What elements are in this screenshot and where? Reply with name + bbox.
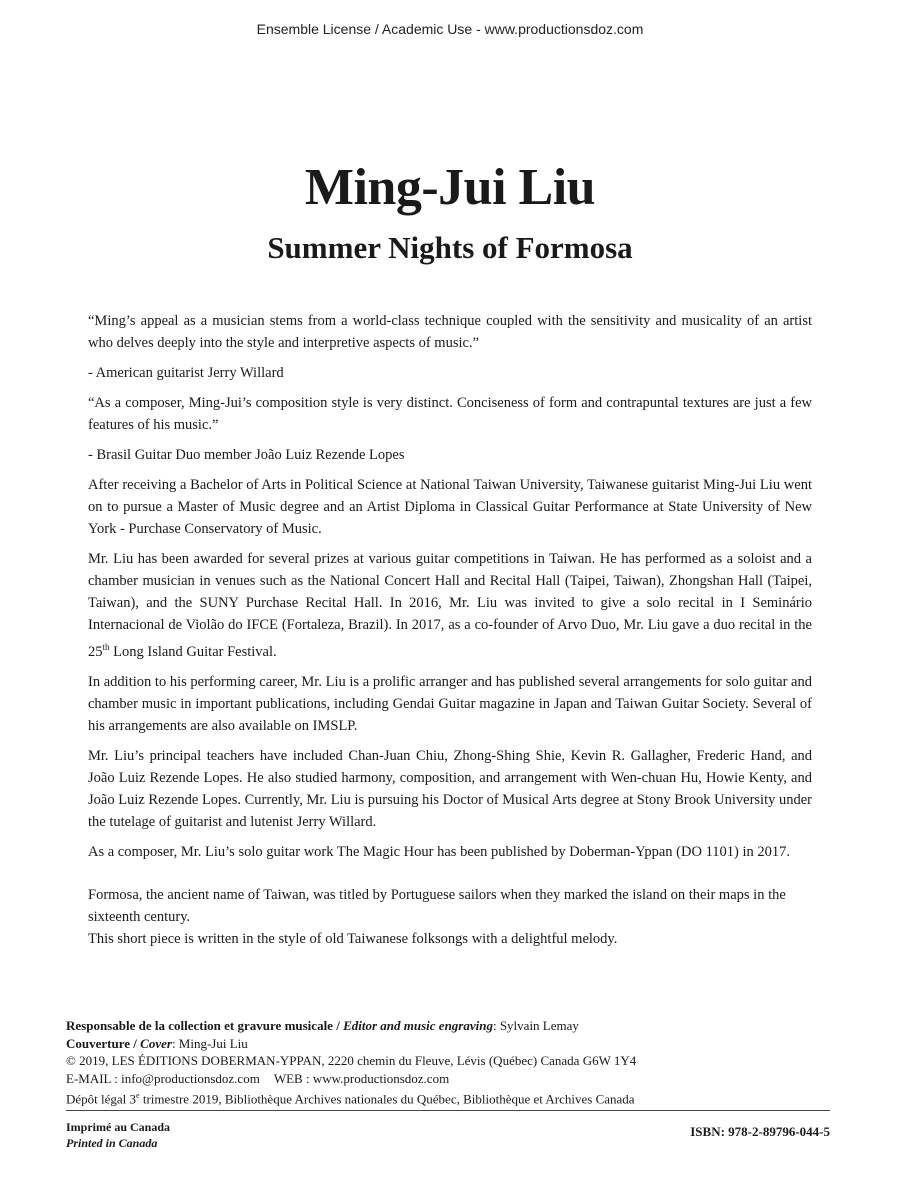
copyright-line: © 2019, LES ÉDITIONS DOBERMAN-YPPAN, 2220 chemin du Fleuve, Lévis (Québec) Canada G6W 1Y4 — [66, 1053, 637, 1068]
quote-willard-attribution: - American guitarist Jerry Willard — [88, 365, 284, 381]
piece-title: Summer Nights of Formosa — [267, 230, 633, 265]
editor-separator: / — [332, 1018, 344, 1033]
bio-paragraph-education: After receiving a Bachelor of Arts in Political Science at National Taiwan University, Taiwanese guitarist Ming-Jui Liu went on to pursue a Master of Music degree and an Artist Diploma in Classical Guitar Performance at State University of New York - Purchase Conservatory of Music. — [88, 477, 812, 537]
printed-in — [66, 1119, 170, 1151]
cover-credit — [66, 1035, 836, 1053]
editor-label-fr: Responsable de la collection et gravure musicale — [66, 1018, 333, 1033]
quote-lopes: “As a composer, Ming-Jui’s composition style is very distinct. Conciseness of form and contrapuntal textures are just a few features of his music.” — [88, 395, 812, 433]
piece-description — [88, 884, 812, 950]
cover-separator: / — [130, 1035, 141, 1051]
editor-label-en: Editor and music engraving — [343, 1018, 493, 1033]
composer-name: Ming-Jui Liu — [304, 159, 596, 216]
cover-label-en: Cover — [140, 1035, 172, 1051]
bio-paragraph-performance — [88, 548, 812, 663]
piece-description-history: Formosa, the ancient name of Taiwan, was titled by Portuguese sailors when they marked the island on their maps in the sixteenth century. — [88, 887, 786, 925]
printed-in-fr: Imprimé au Canada — [66, 1120, 171, 1134]
cover-name: : Ming-Jui Liu — [171, 1035, 248, 1051]
ordinal-suffix: th — [102, 642, 110, 652]
email-text: E-MAIL : info@productionsdoz.com — [66, 1070, 260, 1086]
quote-willard: “Ming’s appeal as a musician stems from a world-class technique coupled with the sensitivity and musicality of an artist who delves deeply into the style and interpretive aspects of music.” — [88, 313, 812, 351]
printed-in-en: Printed in Canada — [66, 1136, 158, 1150]
biography — [88, 310, 812, 871]
footer-divider — [66, 1110, 830, 1111]
legal-deposit-text: Dépôt légal 3 — [66, 1091, 137, 1107]
bio-performance-text-end: Long Island Guitar Festival. — [109, 643, 277, 660]
isbn: ISBN: 978-2-89796-044-5 — [690, 1124, 830, 1139]
license-header: Ensemble License / Academic Use - www.productionsdoz.com — [256, 21, 644, 37]
cover-label-fr: Couverture — [66, 1035, 131, 1051]
web-text: WEB : www.productionsdoz.com — [273, 1070, 450, 1086]
contact-line — [66, 1070, 836, 1088]
editor-credit — [66, 1017, 836, 1035]
bio-paragraph-arrangements: In addition to his performing career, Mr. Liu is a prolific arranger and has published several arrangements for solo guitar and chamber music in important publications, including Gendai Guitar magazine in Japan and Taiwan Guitar Society. Several of his arrangements are also available on IMSLP. — [88, 673, 812, 734]
piece-description-style: This short piece is written in the style of old Taiwanese folksongs with a delightful melody. — [88, 931, 618, 947]
quote-lopes-attribution: - Brasil Guitar Duo member João Luiz Rezende Lopes — [88, 447, 405, 463]
legal-ordinal-suffix: e — [136, 1091, 140, 1100]
bio-paragraph-composer: As a composer, Mr. Liu’s solo guitar work The Magic Hour has been published by Doberman-Yppan (DO 1101) in 2017. — [88, 843, 791, 860]
bio-paragraph-teachers: Mr. Liu’s principal teachers have included Chan-Juan Chiu, Zhong-Shing Shie, Kevin R. Gallagher, Frederic Hand, and João Luiz Rezende Lopes. He also studied harmony, composition, and arrangement with Wen-chuan Hu, Howie Kenty, and João Luiz Rezende Lopes. Currently, Mr. Liu is pursuing his Doctor of Musical Arts degree at Stony Brook University under the tutelage of guitarist and lutenist Jerry Willard. — [88, 747, 812, 830]
legal-deposit-line — [66, 1087, 836, 1108]
legal-deposit-text-end: trimestre 2019, Bibliothèque Archives nationales du Québec, Bibliothèque et Archives Canada — [139, 1091, 635, 1107]
publisher-credits — [66, 1017, 836, 1108]
bio-performance-text: Mr. Liu has been awarded for several prizes at various guitar competitions in Taiwan. He has performed as a soloist and a chamber musician in venues such as the National Concert Hall and Recital Hall (Taipei, Taiwan), Zhongshan Hall (Taipei, Taiwan), and the SUNY Purchase Recital Hall. In 2016, Mr. Liu was invited to give a solo recital in I Seminário Internacional de Violão do IFCE (Fortaleza, Brazil). In 2017, as a co-founder of Arvo Duo, Mr. Liu gave a duo recital in the 25 — [88, 551, 812, 660]
editor-name: : Sylvain Lemay — [492, 1018, 579, 1033]
